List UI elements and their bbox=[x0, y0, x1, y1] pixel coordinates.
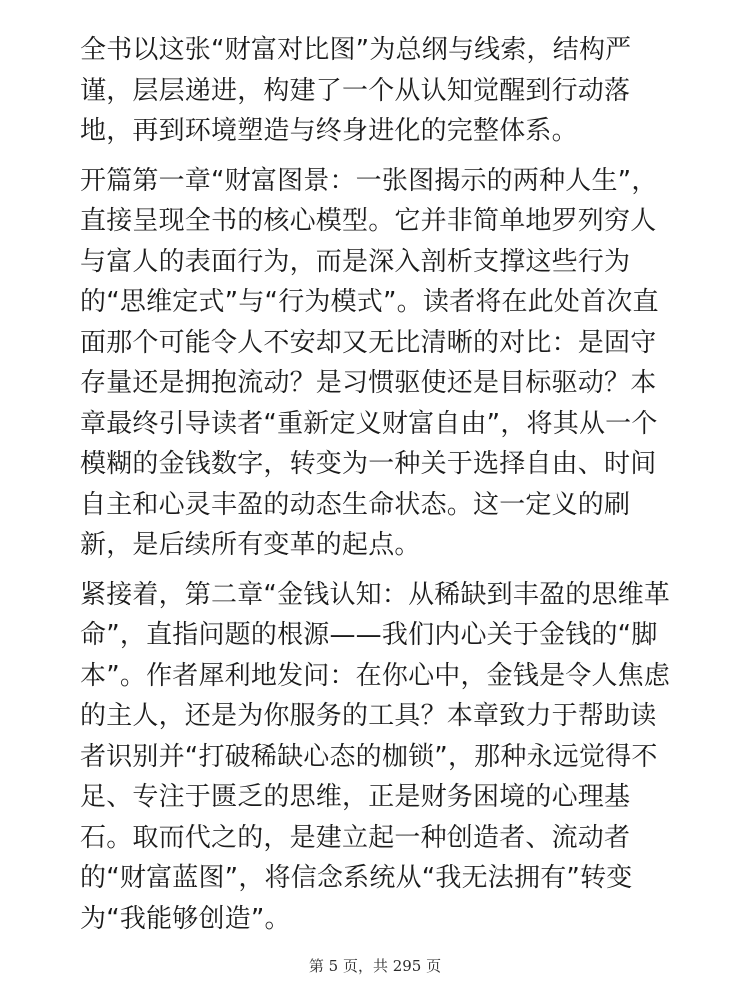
paragraph-intro: 全书以这张“财富对比图”为总纲与线索，结构严谨，层层递进，构建了一个从认知觉醒到行动落地，再到环境塑造与终身进化的完整体系。 bbox=[80, 35, 632, 146]
paragraph-chapter-two: 紧接着，第二章“金钱认知：从稀缺到丰盈的思维革命”，直指问题的根源——我们内心关于金钱的“脚本”。作者犀利地发问：在你心中，金钱是令人焦虑的主人，还是为你服务的工具？本章致力于帮助读者识别并“打破稀缺心态的枷锁”，那种永远觉得不足、专注于匮乏的思维，正是财务困境的心理基石。取而代之的，是建立起一种创造者、流动者的“财富蓝图”，将信念系统从“我无法拥有”转变为“我能够创造”。 bbox=[80, 579, 671, 934]
page-number-footer: 第 5 页，共 295 页 bbox=[308, 957, 442, 975]
body-text bbox=[80, 30, 680, 948]
paragraph-chapter-one: 开篇第一章“财富图景：一张图揭示的两种人生”，直接呈现全书的核心模型。它并非简单地罗列穷人与富人的表面行为，而是深入剖析支撑这些行为的“思维定式”与“行为模式”。读者将在此处首次直面那个可能令人不安却又无比清晰的对比：是固守存量还是拥抱流动？是习惯驱使还是目标驱动？本章最终引导读者“重新定义财富自由”，将其从一个模糊的金钱数字，转变为一种关于选择自由、时间自主和心灵丰盈的动态生命状态。这一定义的刷新，是后续所有变革的起点。 bbox=[80, 165, 659, 560]
